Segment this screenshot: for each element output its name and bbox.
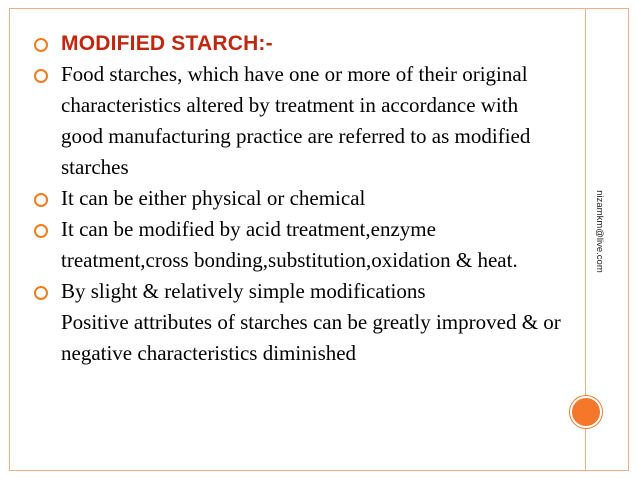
bullet-continuation: Positive attributes of starches can be greatly improved & or negative characteristics diminished [61, 310, 561, 365]
side-email-text: nizamkm@live.com [593, 189, 605, 273]
bullet-text: It can be either physical or chemical [61, 186, 366, 210]
slide-content [34, 28, 564, 369]
slide-heading: MODIFIED STARCH:- [61, 32, 273, 55]
bullet-text: It can be modified by acid treatment,enzyme treatment,cross bonding,substitution,oxidation & heat. [61, 217, 518, 272]
circle-bullet-icon [34, 38, 48, 52]
circle-bullet-icon [34, 224, 48, 238]
side-email [588, 166, 610, 296]
bullet-item [34, 183, 564, 214]
bullet-item [34, 214, 564, 276]
decorative-circle [570, 396, 602, 428]
bullet-text: Food starches, which have one or more of their original characteristics altered by treatment in accordance with good manufacturing practice are referred to as modified starches [61, 62, 531, 179]
heading-row [34, 28, 564, 59]
bullet-item [34, 59, 564, 183]
circle-bullet-icon [34, 286, 48, 300]
bullet-text: By slight & relatively simple modifications [61, 279, 426, 303]
bullet-item [34, 276, 564, 307]
circle-bullet-icon [34, 193, 48, 207]
circle-bullet-icon [34, 69, 48, 83]
